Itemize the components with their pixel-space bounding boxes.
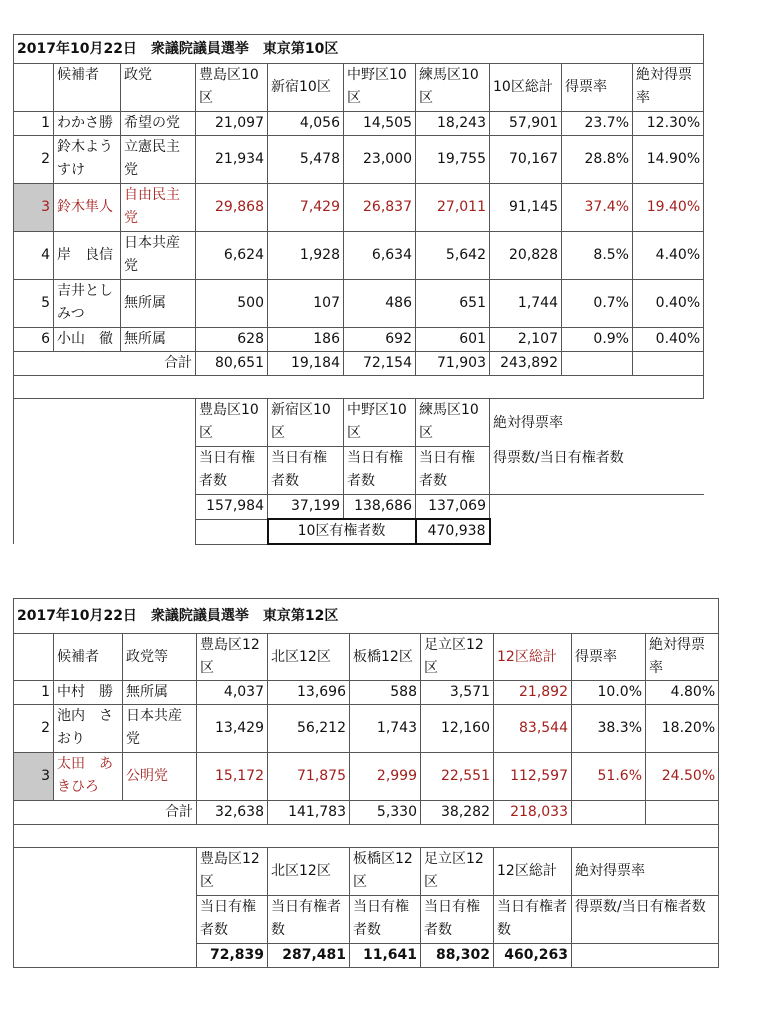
- sum-label: 合計: [14, 801, 197, 825]
- header-absolute-rate: 絶対得票率: [633, 64, 704, 112]
- voter-header-nerima: 練馬区10区: [416, 399, 490, 447]
- party-name: 無所属: [121, 328, 196, 352]
- absolute-rate: 14.90%: [633, 136, 704, 184]
- votes-4: 5,642: [416, 232, 490, 280]
- header-blank: [14, 634, 54, 681]
- votes-4: 19,755: [416, 136, 490, 184]
- sum-total: 243,892: [490, 352, 562, 376]
- voter-header-nakano: 中野区10区: [344, 399, 416, 447]
- voters-kita: 287,481: [268, 944, 350, 968]
- vote-rate: 38.3%: [572, 705, 646, 753]
- voter-header-row: [14, 848, 719, 896]
- sum-3: 5,330: [350, 801, 421, 825]
- votes-2: 186: [268, 328, 344, 352]
- votes-2: 56,212: [268, 705, 350, 753]
- district-10-title: 2017年10月22日 衆議院議員選挙 東京第10区: [14, 35, 704, 64]
- vote-rate: 0.7%: [562, 280, 633, 328]
- candidate-name: 吉井としみつ: [54, 280, 121, 328]
- absolute-rate: 4.40%: [633, 232, 704, 280]
- votes-1: 21,097: [196, 112, 268, 136]
- votes-3: 1,743: [350, 705, 421, 753]
- votes-4: 651: [416, 280, 490, 328]
- absolute-rate: 19.40%: [633, 184, 704, 232]
- votes-total: 20,828: [490, 232, 562, 280]
- voter-blank: [14, 848, 197, 968]
- votes-2: 1,928: [268, 232, 344, 280]
- row-number: 2: [14, 136, 54, 184]
- row-number: 3: [14, 753, 54, 801]
- votes-1: 21,934: [196, 136, 268, 184]
- party-name: 日本共産党: [123, 705, 197, 753]
- candidate-name: わかさ勝: [54, 112, 121, 136]
- voter-header-row: [14, 399, 704, 447]
- voter-label: 当日有権者数: [268, 896, 350, 944]
- candidate-name: 岸 良信: [54, 232, 121, 280]
- table-row-highlighted: [14, 184, 704, 232]
- candidate-name: 太田 あきひろ: [54, 753, 123, 801]
- absolute-rate: 12.30%: [633, 112, 704, 136]
- votes-3: 692: [344, 328, 416, 352]
- voter-header-shinjuku: 新宿区10区: [268, 399, 344, 447]
- district-12-table: [13, 598, 719, 968]
- sum-row: [14, 352, 704, 376]
- header-adachi: 足立区12区: [421, 634, 494, 681]
- votes-3: 6,634: [344, 232, 416, 280]
- sum-2: 19,184: [268, 352, 344, 376]
- header-candidate: 候補者: [54, 64, 121, 112]
- table-row: [14, 136, 704, 184]
- voter-header-itabashi: 板橋区12区: [350, 848, 421, 896]
- header-toshima: 豊島区12区: [197, 634, 268, 681]
- voter-label: 当日有権者数: [197, 896, 268, 944]
- candidate-name: 鈴木隼人: [54, 184, 121, 232]
- candidate-name: 中村 勝: [54, 681, 123, 705]
- votes-4: 22,551: [421, 753, 494, 801]
- row-number: 4: [14, 232, 54, 280]
- table-row: [14, 280, 704, 328]
- candidate-name: 小山 徹: [54, 328, 121, 352]
- votes-total: 21,892: [494, 681, 572, 705]
- row-number: 1: [14, 112, 54, 136]
- absolute-rate: 0.40%: [633, 328, 704, 352]
- sum-3: 72,154: [344, 352, 416, 376]
- voter-header-adachi: 足立区12区: [421, 848, 494, 896]
- header-total: 10区総計: [490, 64, 562, 112]
- spacer-row: [14, 825, 719, 848]
- votes-1: 500: [196, 280, 268, 328]
- header-toshima: 豊島区10区: [196, 64, 268, 112]
- voter-label: 当日有権者数: [421, 896, 494, 944]
- voter-label: 当日有権者数: [494, 896, 572, 944]
- party-name: 日本共産党: [121, 232, 196, 280]
- row-number: 3: [14, 184, 54, 232]
- party-name: 無所属: [123, 681, 197, 705]
- header-total: 12区総計: [494, 634, 572, 681]
- table-row: [14, 232, 704, 280]
- row-number: 1: [14, 681, 54, 705]
- header-party: 政党: [121, 64, 196, 112]
- district-12-title: 2017年10月22日 衆議院議員選挙 東京第12区: [14, 599, 719, 634]
- votes-total: 1,744: [490, 280, 562, 328]
- votes-2: 7,429: [268, 184, 344, 232]
- voter-blank: [14, 399, 196, 545]
- voters-toshima: 157,984: [196, 495, 268, 520]
- party-name: 立憲民主党: [121, 136, 196, 184]
- vote-rate: 0.9%: [562, 328, 633, 352]
- district-10-table: [13, 34, 704, 545]
- header-blank: [14, 64, 54, 112]
- party-name: 自由民主党: [121, 184, 196, 232]
- votes-1: 15,172: [197, 753, 268, 801]
- votes-2: 4,056: [268, 112, 344, 136]
- votes-3: 486: [344, 280, 416, 328]
- row-number: 2: [14, 705, 54, 753]
- votes-2: 5,478: [268, 136, 344, 184]
- votes-3: 2,999: [350, 753, 421, 801]
- voter-header-toshima: 豊島区10区: [196, 399, 268, 447]
- votes-4: 18,243: [416, 112, 490, 136]
- table-row: [14, 328, 704, 352]
- votes-3: 26,837: [344, 184, 416, 232]
- sum-total: 218,033: [494, 801, 572, 825]
- sum-label: 合計: [14, 352, 196, 376]
- absolute-rate-note: [490, 399, 704, 495]
- header-rate: 得票率: [572, 634, 646, 681]
- votes-2: 71,875: [268, 753, 350, 801]
- votes-total: 2,107: [490, 328, 562, 352]
- table-row: [14, 681, 719, 705]
- vote-rate: 28.8%: [562, 136, 633, 184]
- row-number: 6: [14, 328, 54, 352]
- voter-label: 当日有権者数: [350, 896, 421, 944]
- table-row: [14, 112, 704, 136]
- voter-header-kita: 北区12区: [268, 848, 350, 896]
- absolute-rate: 4.80%: [646, 681, 719, 705]
- voter-label: 当日有権者数: [344, 447, 416, 495]
- sum-4: 71,903: [416, 352, 490, 376]
- sum-row: [14, 801, 719, 825]
- vote-rate: 51.6%: [572, 753, 646, 801]
- vote-rate: 37.4%: [562, 184, 633, 232]
- party-name: 無所属: [121, 280, 196, 328]
- vote-rate: 23.7%: [562, 112, 633, 136]
- voter-header-total: 12区総計: [494, 848, 572, 896]
- table-row-highlighted: [14, 753, 719, 801]
- voters-nerima: 137,069: [416, 495, 490, 520]
- absolute-rate-label: 絶対得票率: [493, 414, 563, 431]
- spacer-row: [14, 376, 704, 399]
- absolute-rate: 0.40%: [633, 280, 704, 328]
- votes-1: 29,868: [196, 184, 268, 232]
- voters-itabashi: 11,641: [350, 944, 421, 968]
- candidate-name: 鈴木ようすけ: [54, 136, 121, 184]
- votes-total: 112,597: [494, 753, 572, 801]
- votes-2: 107: [268, 280, 344, 328]
- candidate-name: 池内 さおり: [54, 705, 123, 753]
- absolute-rate: 24.50%: [646, 753, 719, 801]
- voters-total-label: 10区有権者数: [268, 519, 416, 544]
- row-number: 5: [14, 280, 54, 328]
- votes-1: 13,429: [197, 705, 268, 753]
- header-nakano: 中野区10区: [344, 64, 416, 112]
- sum-2: 141,783: [268, 801, 350, 825]
- votes-3: 14,505: [344, 112, 416, 136]
- header-nerima: 練馬区10区: [416, 64, 490, 112]
- votes-4: 27,011: [416, 184, 490, 232]
- voter-label: 当日有権者数: [416, 447, 490, 495]
- sum-1: 80,651: [196, 352, 268, 376]
- votes-1: 6,624: [196, 232, 268, 280]
- voters-total: 470,938: [416, 519, 490, 544]
- votes-total: 57,901: [490, 112, 562, 136]
- absolute-rate-formula: 得票数/当日有権者数: [572, 896, 719, 944]
- voter-header-toshima: 豊島区12区: [197, 848, 268, 896]
- party-name: 公明党: [123, 753, 197, 801]
- vote-rate: 10.0%: [572, 681, 646, 705]
- votes-4: 601: [416, 328, 490, 352]
- absolute-rate-label: 絶対得票率: [572, 848, 719, 896]
- header-party: 政党等: [123, 634, 197, 681]
- sum-4: 38,282: [421, 801, 494, 825]
- votes-total: 91,145: [490, 184, 562, 232]
- party-name: 希望の党: [121, 112, 196, 136]
- absolute-rate-formula: 得票数/当日有権者数: [493, 449, 624, 466]
- voters-toshima: 72,839: [197, 944, 268, 968]
- votes-4: 12,160: [421, 705, 494, 753]
- voters-shinjuku: 37,199: [268, 495, 344, 520]
- header-candidate: 候補者: [54, 634, 123, 681]
- votes-2: 13,696: [268, 681, 350, 705]
- votes-total: 83,544: [494, 705, 572, 753]
- votes-4: 3,571: [421, 681, 494, 705]
- votes-1: 628: [196, 328, 268, 352]
- header-absolute-rate: 絶対得票率: [646, 634, 719, 681]
- header-shinjuku: 新宿10区: [268, 64, 344, 112]
- votes-1: 4,037: [197, 681, 268, 705]
- votes-total: 70,167: [490, 136, 562, 184]
- votes-3: 23,000: [344, 136, 416, 184]
- header-rate: 得票率: [562, 64, 633, 112]
- voters-nakano: 138,686: [344, 495, 416, 520]
- voters-adachi: 88,302: [421, 944, 494, 968]
- vote-rate: 8.5%: [562, 232, 633, 280]
- voter-label: 当日有権者数: [196, 447, 268, 495]
- header-itabashi: 板橋12区: [350, 634, 421, 681]
- voters-total: 460,263: [494, 944, 572, 968]
- voter-label: 当日有権者数: [268, 447, 344, 495]
- votes-3: 588: [350, 681, 421, 705]
- sum-1: 32,638: [197, 801, 268, 825]
- table-row: [14, 705, 719, 753]
- header-kita: 北区12区: [268, 634, 350, 681]
- absolute-rate: 18.20%: [646, 705, 719, 753]
